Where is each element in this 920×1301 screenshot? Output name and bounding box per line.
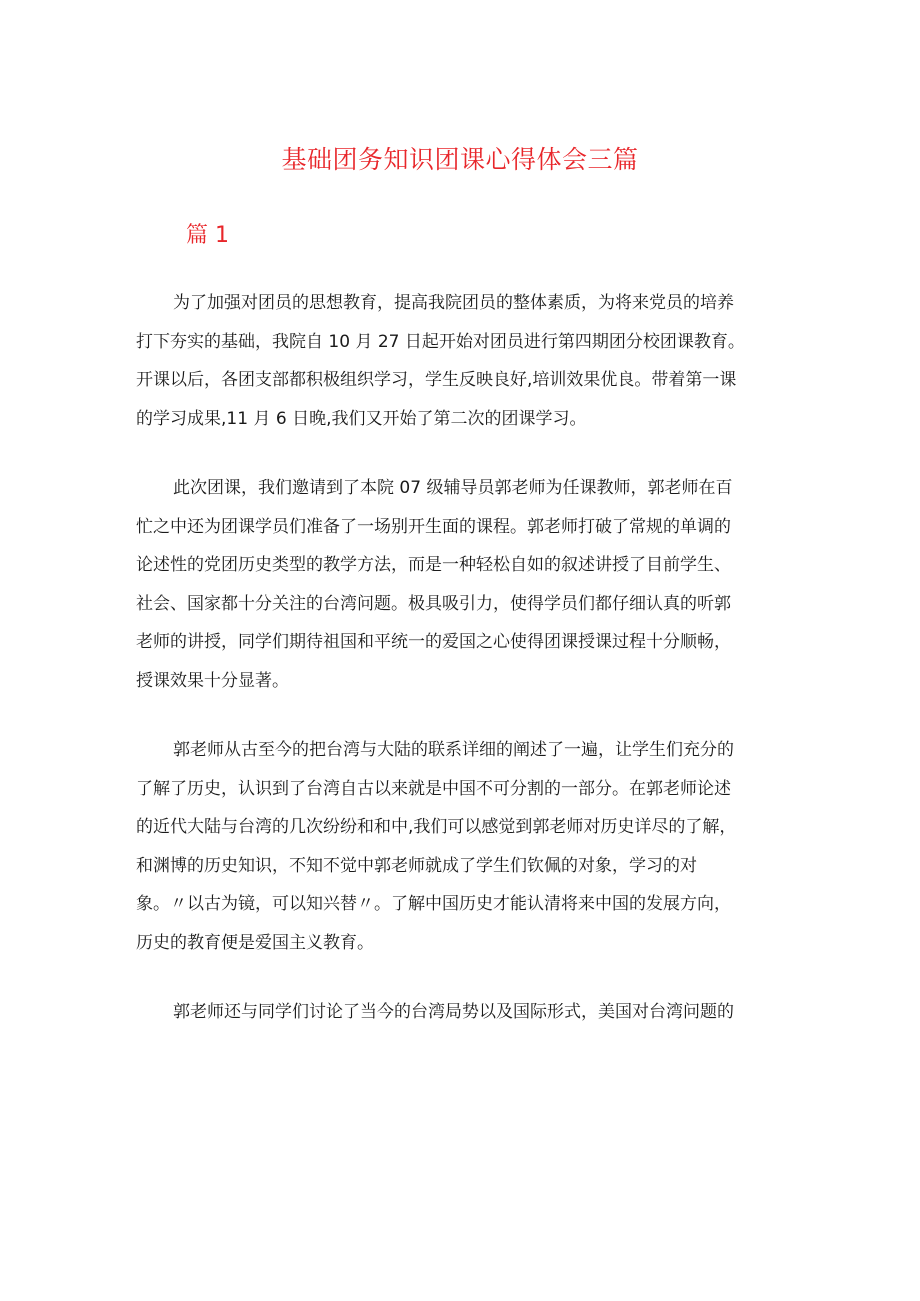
paragraph-line: 论述性的党团历史类型的教学方法，而是一种轻松自如的叙述讲授了目前学生、 (136, 555, 731, 575)
paragraph-line: 打下夯实的基础，我院自 10 月 27 日起开始对团员进行第四期团分校团课教育。 (136, 331, 745, 352)
document-body (136, 284, 796, 1063)
paragraph-4 (136, 993, 796, 1032)
paragraph-line: 了解了历史，认识到了台湾自古以来就是中国不可分割的一部分。在郭老师论述 (136, 778, 731, 799)
paragraph-line: 历史的教育便是爱国主义教育。 (136, 932, 374, 953)
paragraph-line: 社会、国家都十分关注的台湾问题。极具吸引力，使得学员们都仔细认真的听郭 (136, 593, 731, 614)
paragraph-line: 象。〃以古为镜，可以知兴替〃。了解中国历史才能认清将来中国的发展方向， (136, 894, 731, 914)
paragraph-line: 郭老师从古至今的把台湾与大陆的联系详细的阐述了一遍，让学生们充分的 (173, 740, 734, 760)
paragraph-line: 和渊博的历史知识，不知不觉中郭老师就成了学生们钦佩的对象，学习的对 (136, 855, 697, 876)
page-title: 基础团务知识团课心得体会三篇 (281, 145, 639, 174)
section-heading: 篇 1 (186, 223, 229, 248)
paragraph-line: 老师的讲授，同学们期待祖国和平统一的爱国之心使得团课授课过程十分顺畅， (136, 632, 731, 652)
paragraph-line: 郭老师还与同学们讨论了当今的台湾局势以及国际形式，美国对台湾问题的 (173, 1002, 734, 1022)
paragraph-line: 忙之中还为团课学员们准备了一场别开生面的课程。郭老师打破了常规的单调的 (136, 516, 731, 537)
paragraph-line: 开课以后，各团支部都积极组织学习，学生反映良好,培训效果优良。带着第一课 (136, 370, 737, 390)
paragraph-line: 的近代大陆与台湾的几次纷纷和和中,我们可以感觉到郭老师对历史详尽的了解， (136, 817, 737, 837)
paragraph-line: 此次团课，我们邀请到了本院 07 级辅导员郭老师为任课教师，郭老师在百 (173, 478, 733, 498)
paragraph-line: 的学习成果,11 月 6 日晚,我们又开始了第二次的团课学习。 (136, 408, 587, 429)
paragraph-1 (136, 284, 796, 438)
paragraph-3 (136, 731, 796, 962)
paragraph-2 (136, 469, 796, 700)
paragraph-line: 授课效果十分显著。 (136, 670, 289, 691)
paragraph-line: 为了加强对团员的思想教育，提高我院团员的整体素质，为将来党员的培养 (173, 293, 734, 313)
